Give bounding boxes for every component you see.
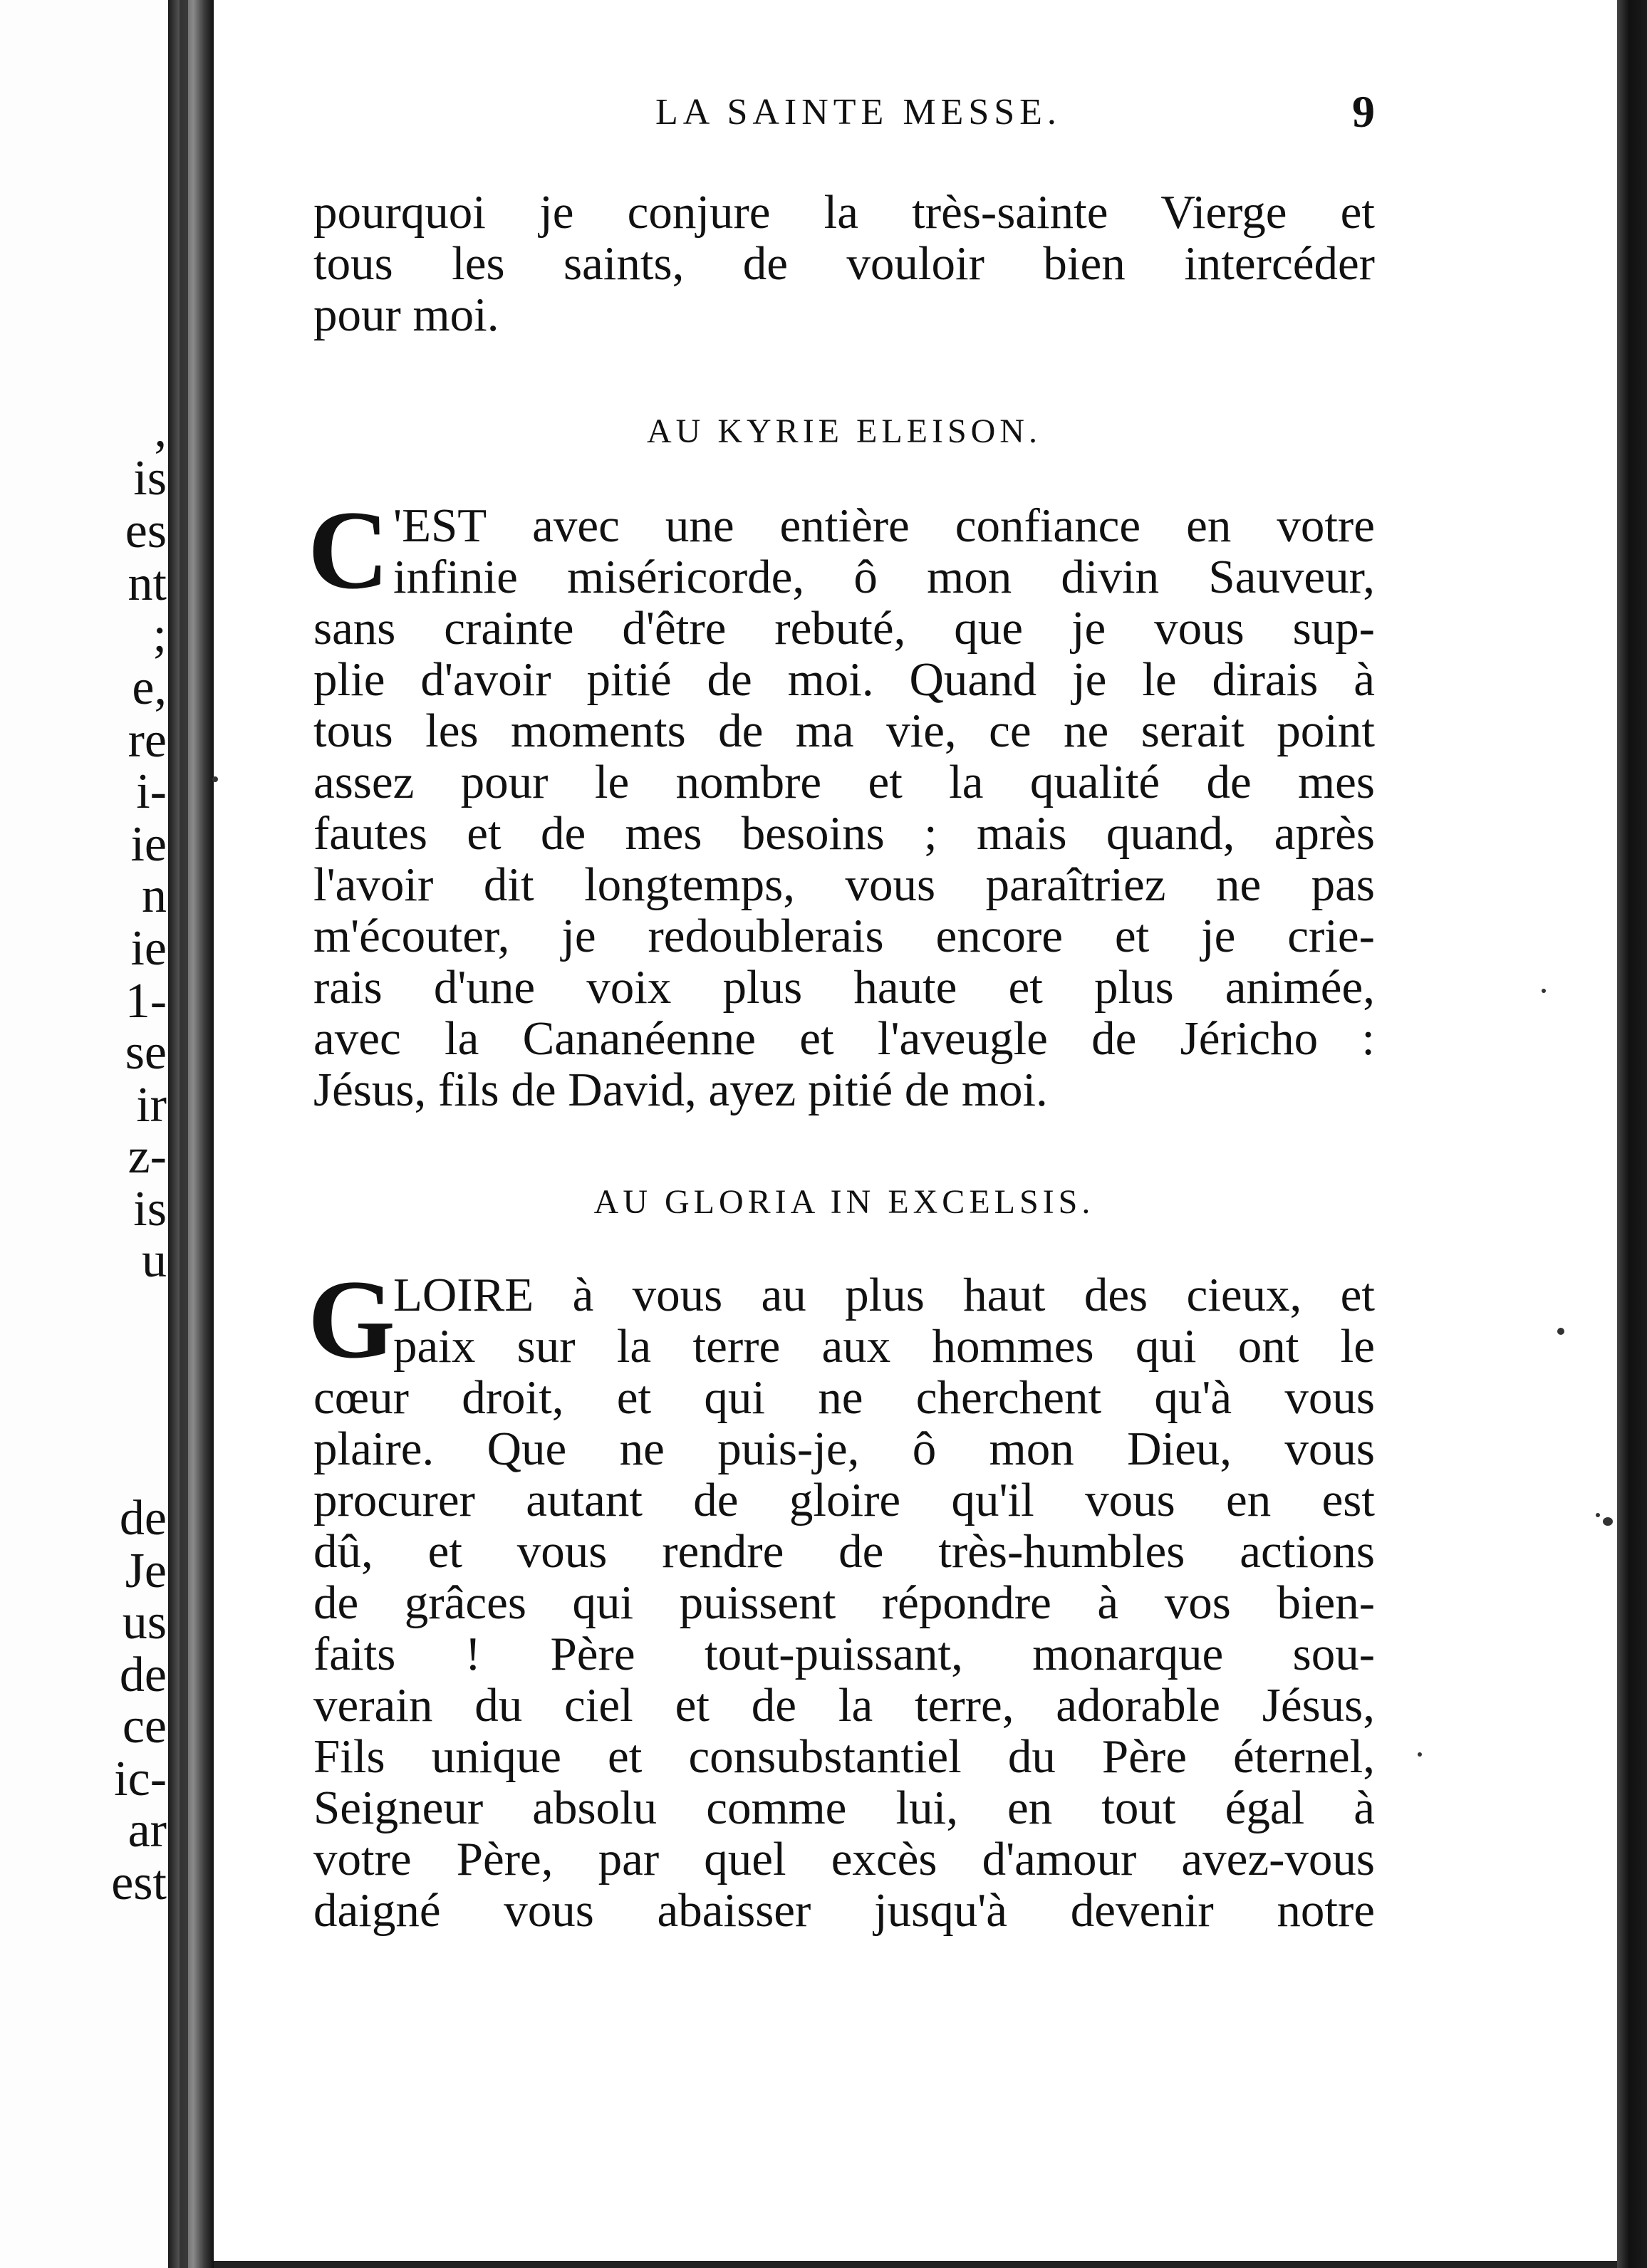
text-line: fautes et de mes besoins ; mais quand, après bbox=[313, 807, 1375, 860]
edge-fragment: es bbox=[125, 504, 167, 558]
edge-fragment: ; bbox=[152, 608, 167, 662]
running-title: LA SAINTE MESSE. bbox=[655, 92, 1061, 132]
edge-fragment: ar bbox=[128, 1803, 167, 1858]
book-gutter bbox=[168, 0, 214, 2268]
text-line: avec la Cananéenne et l'aveugle de Jéricho : bbox=[313, 1012, 1375, 1065]
scan-border-right bbox=[1617, 0, 1647, 2268]
edge-fragment: us bbox=[122, 1595, 167, 1650]
edge-fragment: is bbox=[133, 1182, 167, 1237]
text-line: cœur droit, et qui ne cherchent qu'à vous bbox=[313, 1371, 1375, 1424]
text-line: Fils unique et consubstantiel du Père éternel, bbox=[313, 1730, 1375, 1783]
edge-fragment: 1- bbox=[125, 974, 167, 1029]
text-line: paix sur la terre aux hommes qui ont le bbox=[393, 1320, 1375, 1373]
edge-fragment: nt bbox=[128, 556, 167, 611]
text-line: daigné vous abaisser jusqu'à devenir notre bbox=[313, 1884, 1375, 1937]
edge-fragment: Je bbox=[125, 1544, 167, 1598]
edge-fragment: ie bbox=[130, 921, 167, 976]
gutter-shadow bbox=[180, 0, 188, 2268]
edge-fragment: ir bbox=[136, 1078, 167, 1133]
edge-fragment: u bbox=[142, 1233, 167, 1288]
text-line: l'avoir dit longtemps, vous paraîtriez ne pas bbox=[313, 858, 1375, 911]
section-heading-gloria: AU GLORIA IN EXCELSIS. bbox=[593, 1183, 1095, 1221]
edge-fragment: re bbox=[128, 713, 167, 768]
text-line bbox=[313, 1269, 1375, 1321]
text-line: Jésus, fils de David, ayez pitié de moi. bbox=[313, 1063, 1048, 1116]
drop-cap-c: C bbox=[308, 488, 390, 613]
text-line: Seigneur absolu comme lui, en tout égal à bbox=[313, 1781, 1375, 1834]
first-word: LOIRE bbox=[393, 1269, 534, 1321]
text-line: tous les saints, de vouloir bien intercéder bbox=[313, 237, 1375, 290]
text-line: de grâces qui puissent répondre à vos bien- bbox=[313, 1576, 1375, 1629]
edge-fragment: de bbox=[119, 1491, 167, 1546]
scan-speck bbox=[1557, 1328, 1564, 1335]
text-line: pourquoi je conjure la très-sainte Vierge et bbox=[313, 186, 1375, 239]
section-heading-kyrie: AU KYRIE ELEISON. bbox=[647, 412, 1041, 450]
edge-fragment: se bbox=[125, 1025, 167, 1080]
scan-speck bbox=[1418, 1752, 1422, 1757]
text-line: verain du ciel et de la terre, adorable Jésus, bbox=[313, 1679, 1375, 1732]
drop-cap-g: G bbox=[308, 1257, 395, 1382]
scan-speck bbox=[1603, 1517, 1613, 1526]
text-line: dû, et vous rendre de très-humbles actions bbox=[313, 1525, 1375, 1578]
text-line: assez pour le nombre et la qualité de mes bbox=[313, 756, 1375, 808]
text-line: infinie miséricorde, ô mon divin Sauveur, bbox=[393, 551, 1375, 603]
edge-fragment: is bbox=[133, 451, 167, 506]
text-line: plaire. Que ne puis-je, ô mon Dieu, vous bbox=[313, 1422, 1375, 1475]
edge-fragment: z- bbox=[128, 1129, 167, 1184]
text-line: plie d'avoir pitié de moi. Quand je le dirais à bbox=[313, 653, 1375, 706]
page-bottom-edge bbox=[214, 2261, 1617, 2268]
text-line: votre Père, par quel excès d'amour avez-vous bbox=[313, 1833, 1375, 1885]
edge-fragment: , bbox=[154, 402, 167, 457]
kyrie-paragraph bbox=[308, 488, 1375, 1116]
page-body bbox=[308, 186, 1375, 1937]
edge-fragment: n bbox=[142, 868, 167, 923]
text-line bbox=[313, 500, 1375, 551]
page-number: 9 bbox=[1352, 86, 1375, 137]
intro-paragraph bbox=[313, 187, 1375, 340]
text-line: tous les moments de ma vie, ce ne serait point bbox=[313, 704, 1375, 757]
scan-speck bbox=[1596, 1513, 1600, 1517]
text-line: sans crainte d'être rebuté, que je vous sup- bbox=[313, 602, 1375, 655]
text-line: m'écouter, je redoublerais encore et je crie- bbox=[313, 910, 1375, 962]
scan-speck bbox=[212, 776, 218, 782]
left-facing-page bbox=[0, 0, 168, 2268]
text-line: faits ! Père tout-puissant, monarque sou- bbox=[313, 1628, 1375, 1680]
line-rest: avec une entière confiance en votre bbox=[487, 499, 1375, 552]
running-header bbox=[214, 86, 1617, 148]
first-word: 'EST bbox=[393, 499, 487, 552]
gloria-paragraph bbox=[308, 1257, 1375, 1937]
edge-fragment: ie bbox=[130, 817, 167, 872]
text-line: procurer autant de gloire qu'il vous en est bbox=[313, 1474, 1375, 1526]
text-line: pour moi. bbox=[313, 288, 499, 341]
text-line: rais d'une voix plus haute et plus animée, bbox=[313, 961, 1375, 1014]
edge-fragment: de bbox=[119, 1648, 167, 1702]
edge-fragment: est bbox=[111, 1856, 167, 1910]
edge-fragment: e, bbox=[132, 660, 167, 715]
edge-fragment: ce bbox=[122, 1699, 167, 1754]
edge-fragment: ic- bbox=[114, 1752, 167, 1806]
line-rest: à vous au plus haut des cieux, et bbox=[534, 1269, 1375, 1321]
edge-fragment: i- bbox=[136, 764, 167, 819]
scan-speck bbox=[1542, 989, 1546, 993]
